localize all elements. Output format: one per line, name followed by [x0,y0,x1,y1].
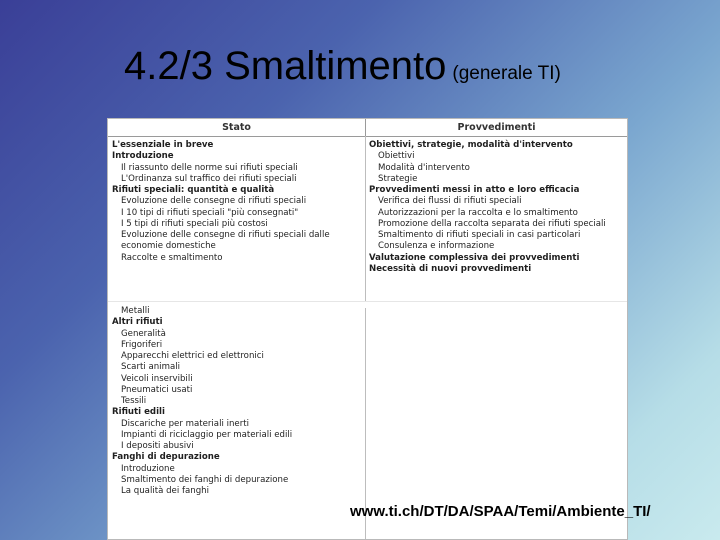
list-item: Tessili [121,396,147,406]
list-item: Modalità d'intervento [378,162,470,173]
source-url[interactable]: www.ti.ch/DT/DA/SPAA/Temi/Ambiente_TI/ [350,503,651,520]
section-heading: Introduzione [112,151,174,162]
slide-title-main: 4.2/3 Smaltimento [124,44,447,88]
list-item: Autorizzazioni per la raccolta e lo smaltimento [378,207,578,218]
header-provvedimenti: Provvedimenti [457,122,536,133]
list-item: Il riassunto delle norme sui rifiuti speciali [121,162,298,173]
list-item: Smaltimento di rifiuti speciali in casi particolari [378,230,581,240]
list-item: Introduzione [121,463,175,474]
slide-title-subtitle: (generale TI) [452,63,561,84]
section-heading: Valutazione complessiva dei provvedimenti [369,252,580,263]
section-heading: Necessità di nuovi provvedimenti [369,263,532,274]
list-item: Impianti di riciclaggio per materiali edili [121,429,293,440]
list-item: I 10 tipi di rifiuti speciali "più consegnati" [121,207,299,218]
section-heading: Provvedimenti messi in atto e loro efficacia [369,185,580,195]
section-heading: Obiettivi, strategie, modalità d'intervento [369,140,573,150]
list-item: Veicoli inservibili [121,373,193,384]
section-heading: Rifiuti edili [112,407,165,418]
slide-title [124,44,561,89]
stato-column-bottom [112,306,362,497]
section-heading: Rifiuti speciali: quantità e qualità [112,185,275,195]
contents-table [107,118,628,540]
list-item: I depositi abusivi [121,441,194,451]
list-item: Strategie [378,173,418,184]
list-item: Metalli [121,306,150,316]
column-divider [365,136,366,539]
list-item: Apparecchi elettrici ed elettronici [121,351,264,361]
list-item: Smaltimento dei fanghi di depurazione [121,474,289,485]
list-item: Promozione della raccolta separata dei rifiuti speciali [378,218,606,229]
list-item: Consulenza e informazione [378,241,495,252]
list-item: Evoluzione delle consegne di rifiuti speciali [121,196,307,207]
list-item: Evoluzione delle consegne di rifiuti speciali dalle economie domestiche [121,230,330,252]
section-heading: Altri rifiuti [112,317,163,328]
list-item: Frigoriferi [121,339,163,350]
stato-column-top [112,140,362,264]
list-item: Pneumatici usati [121,384,193,395]
header-stato: Stato [108,119,366,136]
table-header [108,119,627,137]
list-item: I 5 tipi di rifiuti speciali più costosi [121,218,268,229]
list-item: Scarti animali [121,362,180,373]
list-item: La qualità dei fanghi [121,486,209,496]
list-item: Raccolte e smaltimento [121,252,223,263]
list-item: L'Ordinanza sul traffico dei rifiuti speciali [121,173,297,184]
section-heading: L'essenziale in breve [112,140,214,150]
list-item: Obiettivi [378,151,415,162]
list-item: Generalità [121,328,166,339]
section-heading: Fanghi di depurazione [112,452,220,463]
list-item: Discariche per materiali inerti [121,418,249,429]
provvedimenti-column [369,140,624,275]
list-item: Verifica dei flussi di rifiuti speciali [378,196,522,207]
